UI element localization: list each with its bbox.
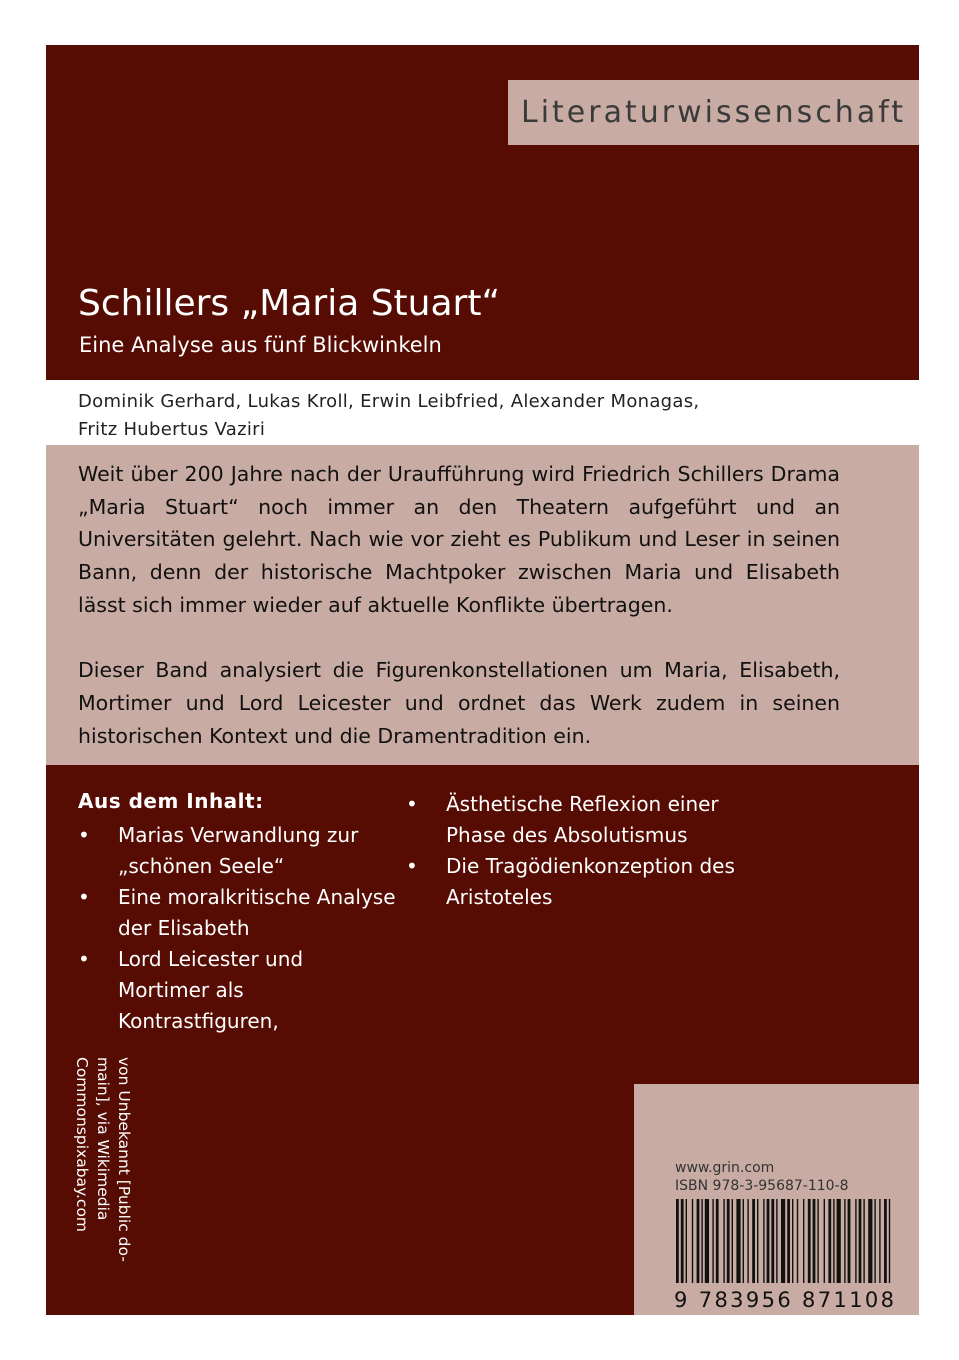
blurb-paragraph: Dieser Band analysiert die Figurenkonstellationen um Maria, Elisabeth, Mortimer und Lord Leicester und ordnet das Werk zudem in seinen historischen Kontext und die Dramentradition ein. (78, 658, 840, 748)
header-band (46, 45, 919, 380)
series-label: Literaturwissenschaft (508, 80, 919, 145)
credit-line: Commonspixabay.com (73, 1057, 91, 1233)
contents-heading: Aus dem Inhalt: (78, 789, 264, 813)
contents-list-right (406, 789, 766, 913)
isbn-number: ISBN 978-3-95687-110-8 (675, 1178, 849, 1194)
blurb-text (78, 458, 840, 752)
credit-line: von Unbekannt [Public do- (115, 1057, 133, 1262)
book-subtitle: Eine Analyse aus fünf Blickwinkeln (79, 333, 442, 357)
contents-item: • Eine moralkritische Analyse der Elisabeth (78, 882, 398, 944)
contents-item: • Lord Leicester und Mortimer als Kontrastfiguren, (78, 944, 398, 1037)
contents-item: • Marias Verwandlung zur „schönen Seele“ (78, 820, 398, 882)
blurb-paragraph: Weit über 200 Jahre nach der Uraufführung wird Friedrich Schillers Drama „Maria Stuart“ noch immer an den Theatern aufgeführt und an Universitäten gelehrt. Nach wie vor zieht es Publikum und Leser in seinen Bann, denn der historische Machtpoker zwischen Maria und Elisabeth lässt sich immer wieder auf aktuelle Konflikte übertragen. (78, 462, 840, 617)
barcode-digits: 9 783956 871108 (674, 1288, 894, 1311)
author-list (78, 388, 898, 444)
contents-band (46, 765, 919, 1315)
image-credit (64, 1057, 134, 1277)
publisher-url: www.grin.com (675, 1160, 775, 1176)
blurb-band (46, 445, 919, 765)
contents-item: • Die Tragödienkonzeption des Aristoteles (406, 851, 766, 913)
isbn-box (634, 1084, 919, 1315)
barcode (674, 1199, 894, 1311)
author-line: Fritz Hubertus Vaziri (78, 419, 266, 440)
contents-item: • Ästhetische Reflexion einer Phase des Absolutismus (406, 789, 766, 851)
book-title: Schillers „Maria Stuart“ (78, 283, 501, 324)
image-credit-text (71, 1057, 134, 1277)
book-back-cover (46, 45, 919, 1315)
contents-list-left (78, 820, 398, 1037)
author-line: Dominik Gerhard, Lukas Kroll, Erwin Leibfried, Alexander Monagas, (78, 391, 700, 412)
credit-line: main], via Wikimedia (94, 1057, 112, 1221)
barcode-bars (676, 1199, 890, 1283)
